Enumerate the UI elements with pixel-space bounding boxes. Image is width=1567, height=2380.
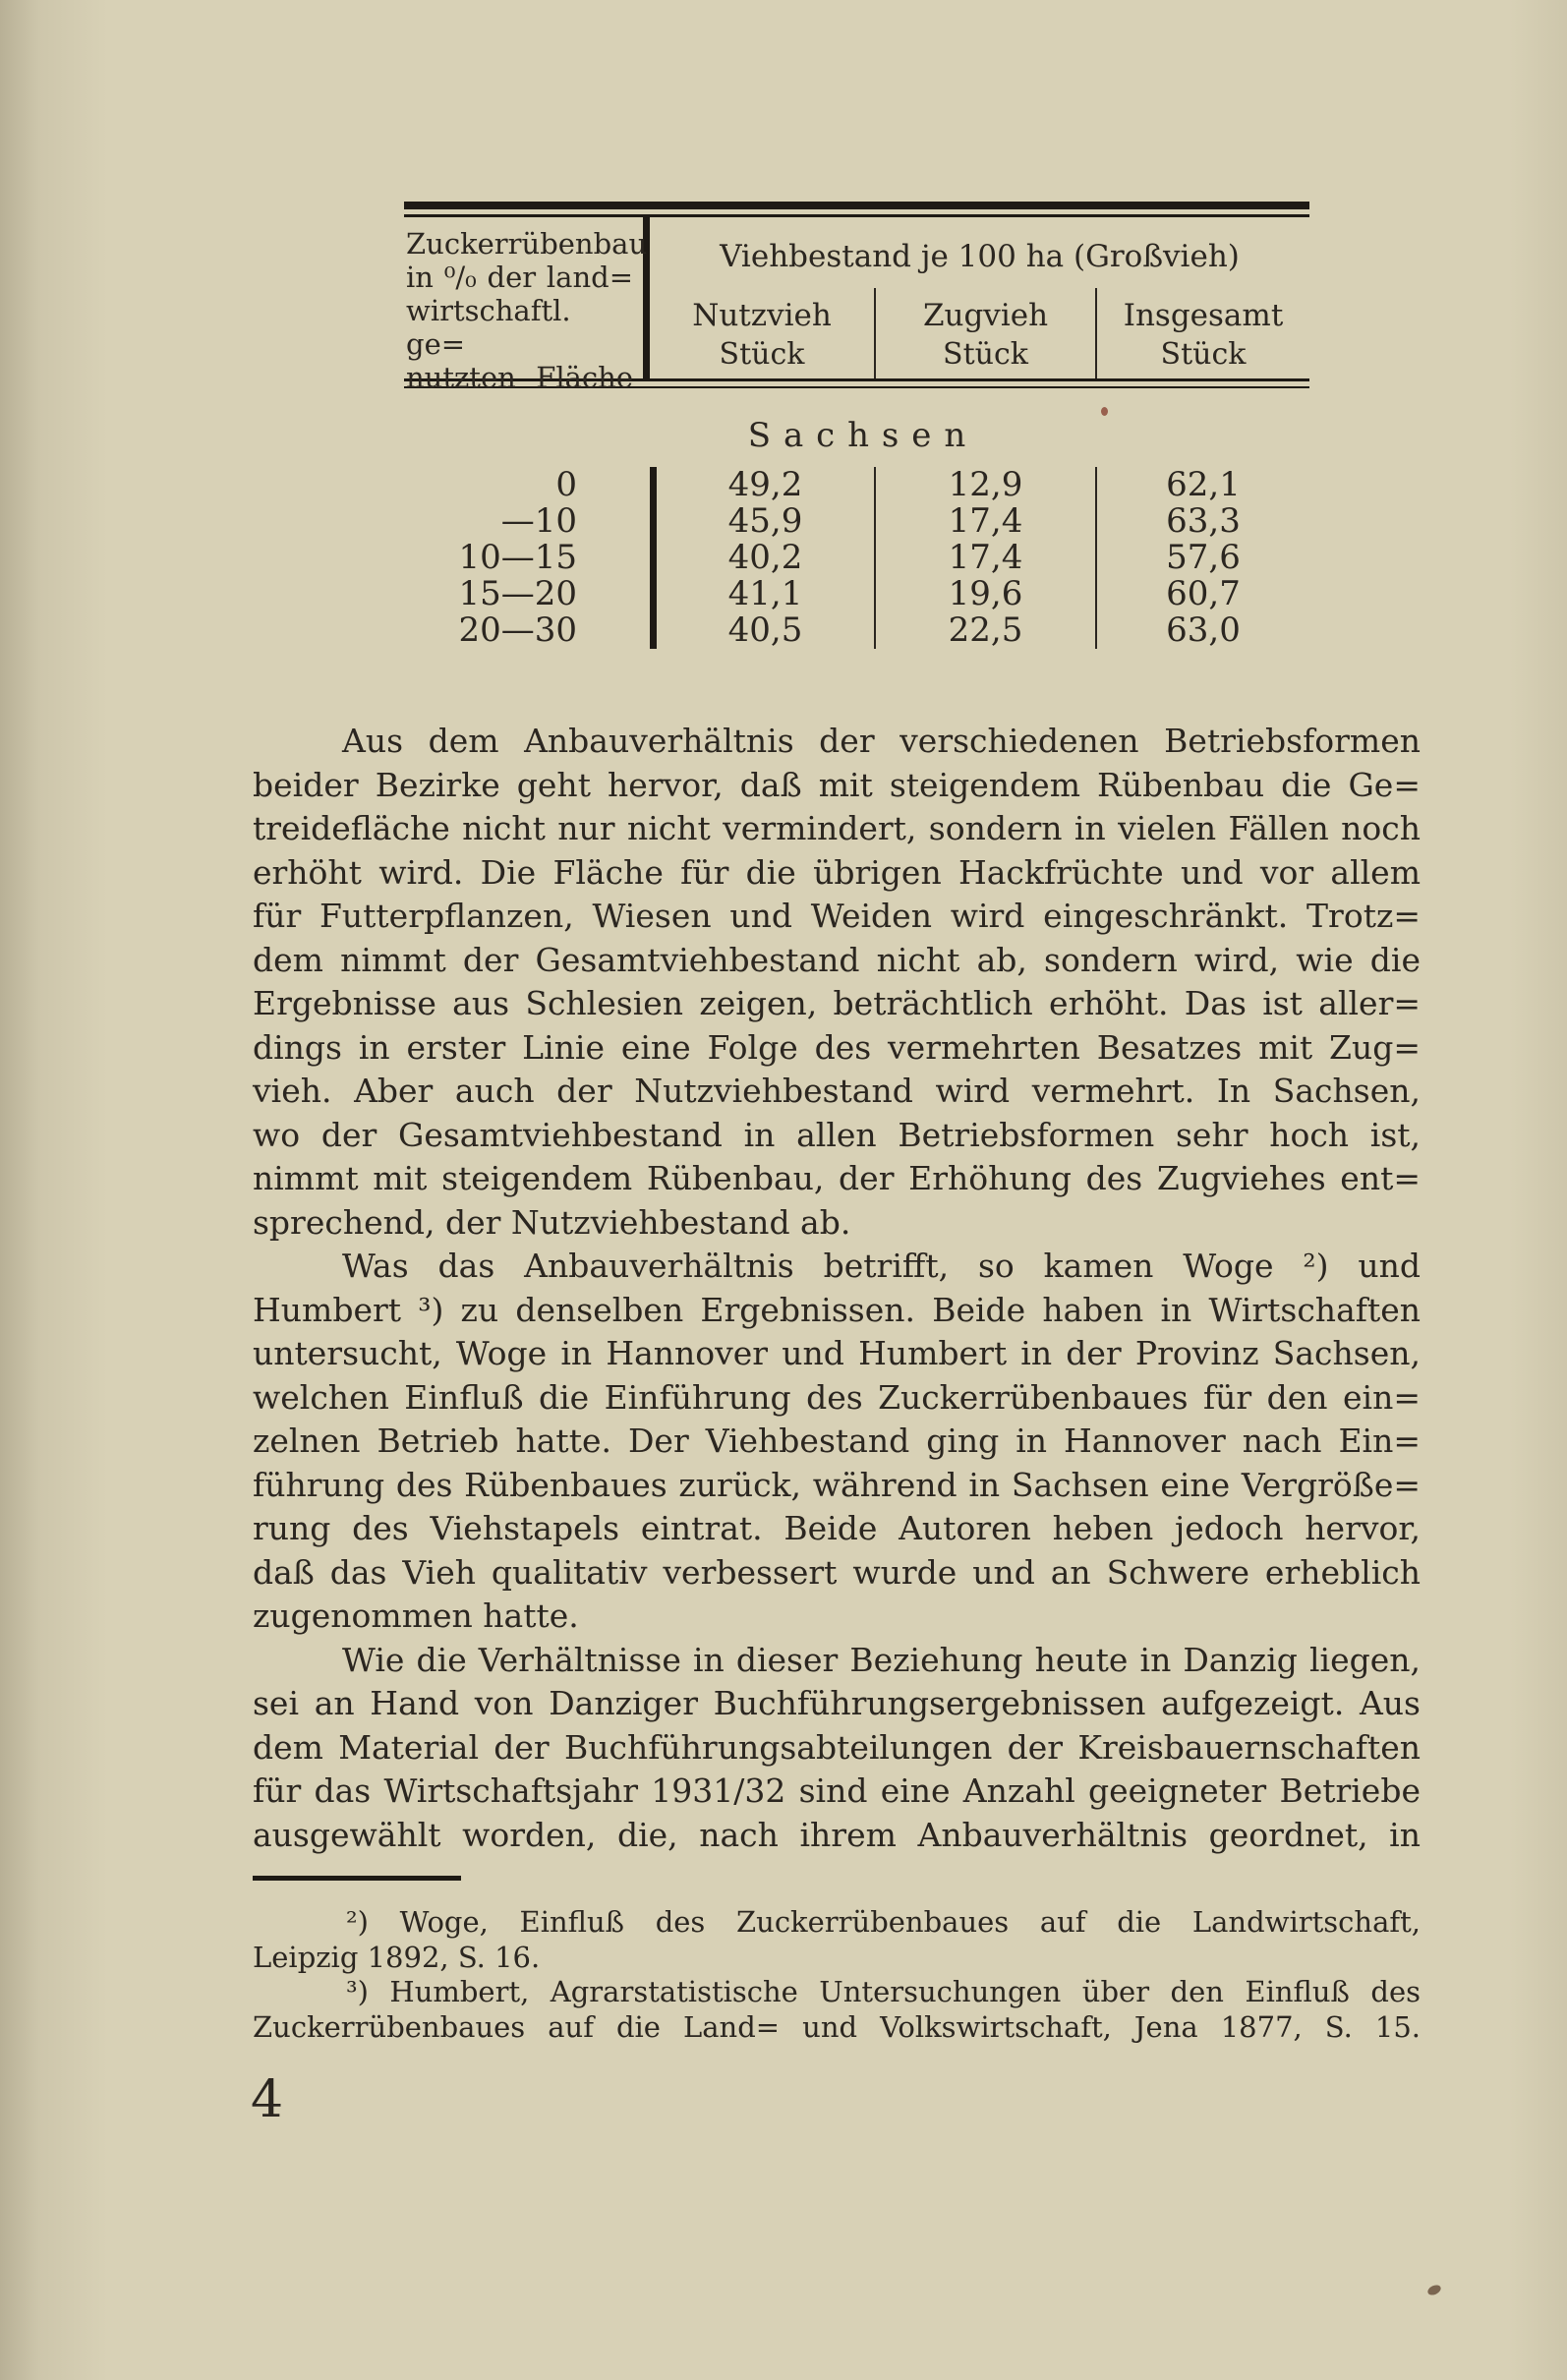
table-section-title: Sachsen (747, 416, 979, 455)
body-line: Was das Anbauverhältnis betrifft, so kamen Woge ²) und (342, 1247, 1421, 1285)
row-insgesamt: 63,3 (1095, 503, 1309, 540)
table-body (404, 467, 1309, 649)
body-line: Aus dem Anbauverhältnis der verschiedenen Betriebsformen (342, 722, 1421, 760)
row-insgesamt: 60,7 (1095, 576, 1309, 612)
table-header (404, 217, 1309, 394)
column-unit: Stück (1160, 337, 1247, 372)
body-line: Humbert ³) zu denselben Ergebnissen. Beide haben in Wirtschaften (253, 1290, 1421, 1329)
corner-header-line: wirtschaftl. ge= (406, 294, 571, 361)
row-zugvieh: 17,4 (874, 503, 1095, 540)
body-line: für Futterpflanzen, Wiesen und Weiden wird eingeschränkt. Trotz= (253, 897, 1421, 935)
body-line: beider Bezirke geht hervor, daß mit steigendem Rübenbau die Ge= (253, 765, 1421, 804)
row-range: —10 (500, 501, 577, 541)
row-nutzvieh: 45,9 (650, 503, 874, 540)
row-range: 15—20 (458, 574, 577, 613)
footnote-rule (253, 1876, 461, 1881)
row-zugvieh: 12,9 (874, 467, 1095, 503)
row-zugvieh: 19,6 (874, 576, 1095, 612)
column-unit: Stück (943, 337, 1028, 372)
column-unit: Stück (719, 337, 805, 372)
row-zugvieh: 22,5 (874, 612, 1095, 649)
table-corner-header (404, 217, 650, 394)
body-line: Ergebnisse aus Schlesien zeigen, beträchtlich erhöht. Das ist aller= (253, 984, 1421, 1022)
body-line: wo der Gesamtviehbestand in allen Betriebsformen sehr hoch ist, (253, 1115, 1421, 1154)
column-name: Insgesamt (1123, 298, 1284, 333)
corner-header-line: nutzten Fläche (406, 361, 633, 394)
column-header-nutzvieh (650, 288, 874, 378)
footnote-line: Leipzig 1892, S. 16. (253, 1940, 541, 1974)
row-range: 20—30 (458, 610, 577, 650)
row-nutzvieh: 40,2 (650, 540, 874, 576)
body-line: ausgewählt worden, die, nach ihrem Anbauverhältnis geordnet, in (253, 1815, 1421, 1854)
body-line: dem nimmt der Gesamtviehbestand nicht ab, sondern wird, wie die (253, 940, 1421, 979)
table-top-rule-thick (404, 202, 1309, 209)
body-line: treidefläche nicht nur nicht vermindert, sondern in vielen Fällen noch (253, 809, 1421, 847)
row-range: 0 (555, 465, 577, 504)
body-line: zugenommen hatte. (253, 1596, 579, 1635)
corner-header-line: in ⁰/₀ der land= (406, 261, 633, 294)
corner-header-line: Zuckerrübenbau (406, 227, 648, 261)
footnote-line: ²) Woge, Einfluß des Zuckerrübenbaues auf die Landwirtschaft, (346, 1905, 1421, 1939)
body-line: führung des Rübenbaues zurück, während in Sachsen eine Vergröße= (253, 1465, 1421, 1504)
row-insgesamt: 57,6 (1095, 540, 1309, 576)
footnote-line: ³) Humbert, Agrarstatistische Untersuchungen über den Einfluß des (346, 1975, 1421, 2008)
body-line: Wie die Verhältnisse in dieser Beziehung heute in Danzig liegen, (342, 1640, 1421, 1679)
body-line: nimmt mit steigendem Rübenbau, der Erhöhung des Zugviehes ent= (253, 1159, 1421, 1197)
row-nutzvieh: 49,2 (650, 467, 874, 503)
footnotes (253, 1905, 1421, 2045)
row-insgesamt: 63,0 (1095, 612, 1309, 649)
row-range: 10—15 (458, 538, 577, 577)
column-name: Zugvieh (922, 298, 1049, 333)
body-line: untersucht, Woge in Hannover und Humbert in der Provinz Sachsen, (253, 1334, 1421, 1372)
row-nutzvieh: 40,5 (650, 612, 874, 649)
body-line: daß das Vieh qualitativ verbessert wurde und an Schwere erheblich (253, 1552, 1421, 1592)
page-number: 4 (251, 2070, 284, 2129)
column-header-zugvieh (874, 288, 1095, 378)
table-group-header: Viehbestand je 100 ha (Großvieh) (720, 239, 1240, 274)
livestock-table (404, 202, 1309, 649)
body-line: sei an Hand von Danziger Buchführungsergebnissen aufgezeigt. Aus (253, 1684, 1421, 1722)
body-line: für das Wirtschaftsjahr 1931/32 sind eine Anzahl geeigneter Betriebe (253, 1771, 1421, 1810)
scan-speck (1426, 2283, 1442, 2296)
scan-speck (1101, 407, 1108, 416)
row-zugvieh: 17,4 (874, 540, 1095, 576)
footnote-line: Zuckerrübenbaues auf die Land= und Volkswirtschaft, Jena 1877, S. 15. (253, 2009, 1421, 2044)
body-line: vieh. Aber auch der Nutzviehbestand wird vermehrt. In Sachsen, (253, 1072, 1421, 1110)
body-line: dings in erster Linie eine Folge des vermehrten Besatzes mit Zug= (253, 1027, 1421, 1067)
body-line: dem Material der Buchführungsabteilungen der Kreisbauernschaften (253, 1727, 1421, 1767)
column-header-insgesamt (1095, 288, 1309, 378)
body-line: welchen Einfluß die Einführung des Zuckerrübenbaues für den ein= (253, 1377, 1421, 1417)
body-line: zelnen Betrieb hatte. Der Viehbestand ging in Hannover nach Ein= (253, 1422, 1421, 1460)
body-text (253, 720, 1421, 1857)
body-line: erhöht wird. Die Fläche für die übrigen Hackfrüchte und vor allem (253, 852, 1421, 892)
body-line: rung des Viehstapels eintrat. Beide Autoren heben jedoch hervor, (253, 1509, 1421, 1547)
row-insgesamt: 62,1 (1095, 467, 1309, 503)
row-nutzvieh: 41,1 (650, 576, 874, 612)
column-name: Nutzvieh (692, 298, 832, 333)
body-line: sprechend, der Nutzviehbestand ab. (253, 1202, 851, 1242)
